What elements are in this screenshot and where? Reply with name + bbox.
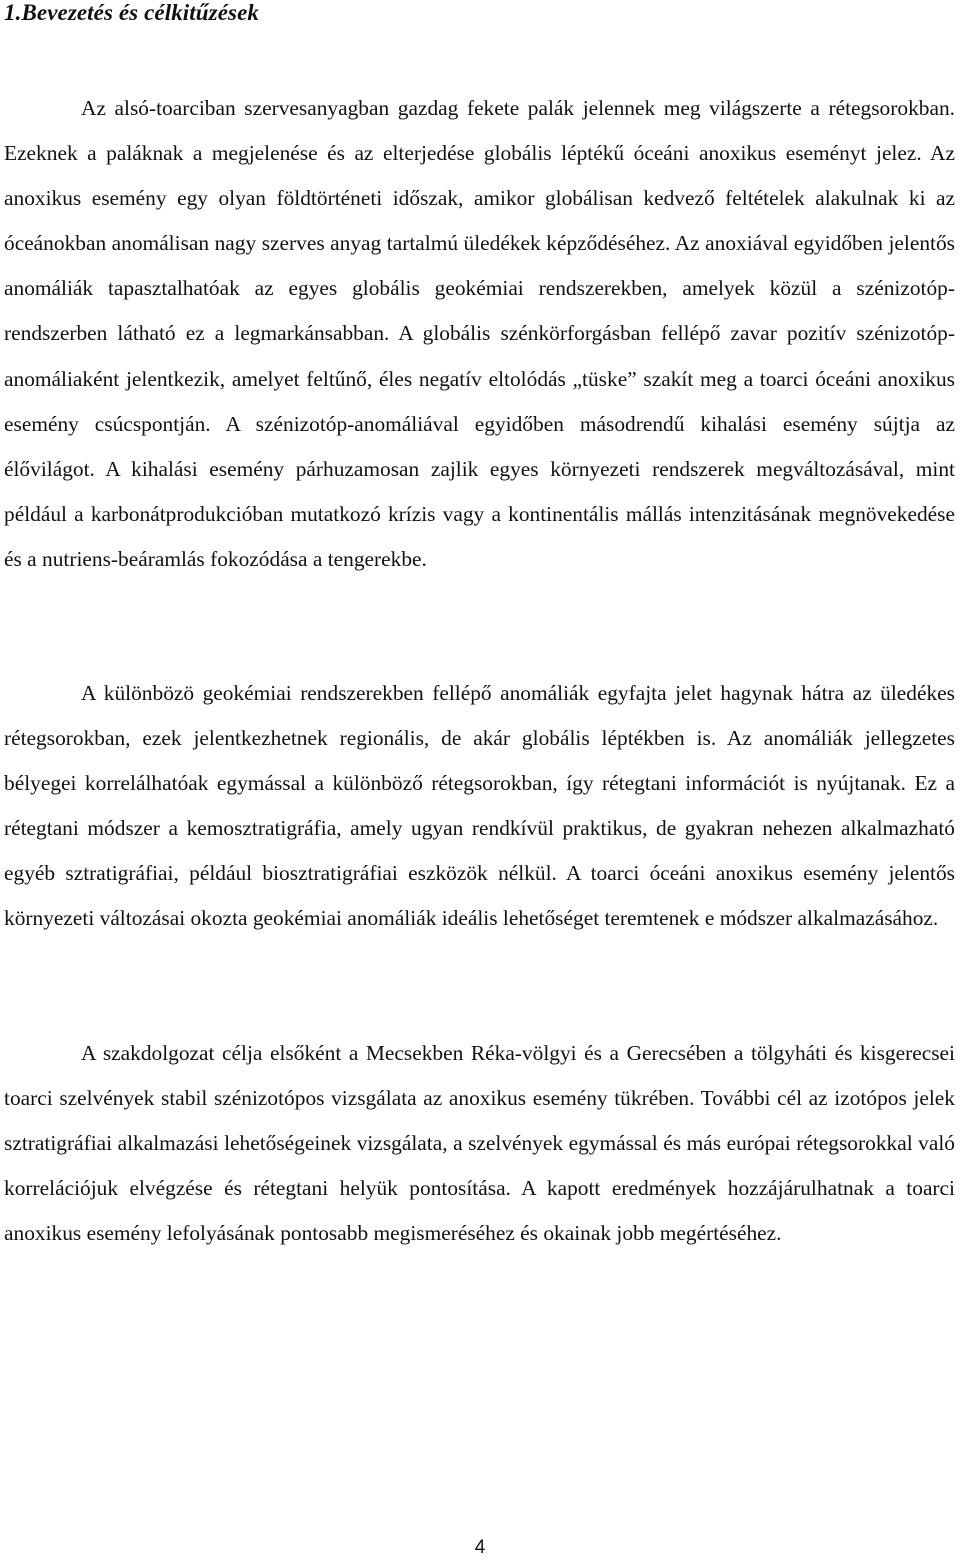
section-heading: 1.Bevezetés és célkitűzések (4, 0, 259, 25)
paragraph-objectives: A szakdolgozat célja elsőként a Mecsekben Réka-völgyi és a Gerecsében a tölgyháti és kisgerecsei toarci szelvények stabil szénizotópos vizsgálata az anoxikus esemény tükrében. További cél az izotópos jelek sztratigráfiai alkalmazási lehetőségeinek vizsgálata, a szelvények egymással és más európai rétegsorokkal való korrelációjuk elvégzése és rétegtani helyük pontosítása. A kapott eredmények hozzájárulhatnak a toarci anoxikus esemény lefolyásának pontosabb megismeréséhez és okainak jobb megértéséhez. (4, 1041, 955, 1246)
page-number: 4 (474, 1537, 486, 1558)
paragraph-chemostratigraphy: A különbözö geokémiai rendszerekben fellépő anomáliák egyfajta jelet hagynak hátra az üledékes rétegsorokban, ezek jelentkezhetnek regionális, de akár globális léptékben is. Az anomáliák jellegzetes bélyegei korrelálhatóak egymással a különböző rétegsorokban, így rétegtani információt is nyújtanak. Ez a rétegtani módszer a kemosztratigráfia, amely ugyan rendkívül praktikus, de gyakran nehezen alkalmazható egyéb sztratigráfiai, például biosztratigráfiai eszközök nélkül. A toarci óceáni anoxikus esemény jelentős környezeti változásai okozta geokémiai anomáliák ideális lehetőséget teremtenek e módszer alkalmazásához. (4, 681, 955, 931)
paragraph-introduction: Az alsó-toarciban szervesanyagban gazdag fekete palák jelennek meg világszerte a rétegsorokban. Ezeknek a paláknak a megjelenése és az elterjedése globális léptékű óceáni anoxikus eseményt jelez. Az anoxikus esemény egy olyan földtörténeti időszak, amikor globálisan kedvező feltételek alakulnak ki az óceánokban anomálisan nagy szerves anyag tartalmú üledékek képződéséhez. Az anoxiával egyidőben jelentős anomáliák tapasztalhatóak az egyes globális geokémiai rendszerekben, amelyek közül a szénizotóp-rendszerben látható ez a legmarkánsabban. A globális szénkörforgásban fellépő zavar pozitív szénizotóp-anomáliaként jelentkezik, amelyet feltűnő, éles negatív eltolódás „tüske” szakít meg a toarci óceáni anoxikus esemény csúcspontján. A szénizotóp-anomáliával egyidőben másodrendű kihalási esemény sújtja az élővilágot. A kihalási esemény párhuzamosan zajlik egyes környezeti rendszerek megváltozásával, mint például a karbonátprodukcióban mutatkozó krízis vagy a kontinentális mállás intenzitásának megnövekedése és a nutriens-beáramlás fokozódása a tengerekbe. (4, 96, 955, 571)
